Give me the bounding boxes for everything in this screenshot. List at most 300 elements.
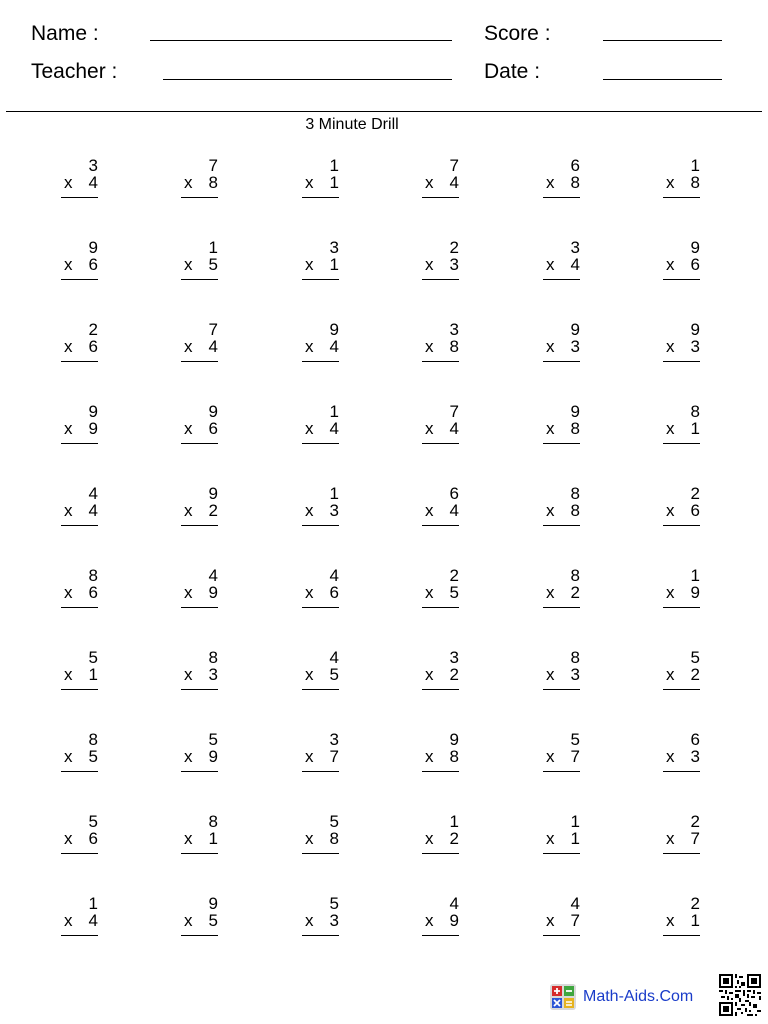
multiply-sign: x (425, 419, 434, 438)
multiply-sign: x (64, 829, 73, 848)
problem (543, 567, 583, 613)
answer-line[interactable] (302, 525, 339, 526)
problem (181, 649, 221, 695)
problem (663, 403, 703, 449)
problem-top-number: 1 (208, 238, 218, 257)
answer-line[interactable] (422, 197, 459, 198)
problem (61, 567, 101, 613)
multiply-sign: x (184, 829, 193, 848)
math-operators-icon (550, 984, 576, 1010)
problem (181, 567, 221, 613)
answer-line[interactable] (61, 771, 98, 772)
problem-top-number: 4 (329, 648, 339, 667)
problem-top-number: 6 (449, 484, 459, 503)
multiply-sign: x (305, 173, 314, 192)
problem-bottom-number: 4 (329, 419, 339, 438)
problem (302, 895, 342, 941)
answer-line[interactable] (543, 607, 580, 608)
problem-bottom-number: 5 (329, 665, 339, 684)
problem-bottom-number: 5 (88, 747, 98, 766)
problem (422, 813, 462, 859)
problem-bottom-number: 4 (449, 501, 459, 520)
problem (181, 731, 221, 777)
multiply-sign: x (425, 747, 434, 766)
multiply-sign: x (425, 337, 434, 356)
multiply-sign: x (666, 419, 675, 438)
multiply-sign: x (64, 419, 73, 438)
answer-line[interactable] (422, 443, 459, 444)
problem (663, 157, 703, 203)
problem (663, 813, 703, 859)
problem (181, 895, 221, 941)
answer-line[interactable] (663, 935, 700, 936)
multiply-sign: x (546, 747, 555, 766)
problem-top-number: 4 (88, 484, 98, 503)
problem (543, 649, 583, 695)
problem (302, 567, 342, 613)
problem-top-number: 1 (329, 484, 339, 503)
problem (422, 731, 462, 777)
multiply-sign: x (305, 583, 314, 602)
problem-top-number: 7 (449, 156, 459, 175)
problem (61, 321, 101, 367)
multiply-sign: x (425, 911, 434, 930)
answer-line[interactable] (302, 853, 339, 854)
problem (422, 157, 462, 203)
problem-top-number: 5 (329, 894, 339, 913)
problem (543, 403, 583, 449)
problem (181, 239, 221, 285)
answer-line[interactable] (61, 689, 98, 690)
problem (61, 157, 101, 203)
answer-line[interactable] (181, 197, 218, 198)
answer-line[interactable] (61, 197, 98, 198)
answer-line[interactable] (422, 771, 459, 772)
problem (663, 731, 703, 777)
multiply-sign: x (546, 337, 555, 356)
problem-bottom-number: 5 (208, 255, 218, 274)
answer-line[interactable] (181, 689, 218, 690)
problem-bottom-number: 3 (329, 911, 339, 930)
problem-bottom-number: 6 (329, 583, 339, 602)
answer-line[interactable] (422, 279, 459, 280)
problem-top-number: 2 (690, 894, 700, 913)
problem (543, 321, 583, 367)
problem-top-number: 2 (88, 320, 98, 339)
multiply-sign: x (305, 911, 314, 930)
problem-top-number: 4 (449, 894, 459, 913)
multiply-sign: x (184, 501, 193, 520)
answer-line[interactable] (663, 607, 700, 608)
problem-bottom-number: 3 (449, 255, 459, 274)
problem-top-number: 1 (329, 156, 339, 175)
problem-bottom-number: 5 (449, 583, 459, 602)
problem-top-number: 8 (208, 812, 218, 831)
problem-top-number: 4 (570, 894, 580, 913)
answer-line[interactable] (663, 689, 700, 690)
answer-line[interactable] (422, 525, 459, 526)
problem (302, 731, 342, 777)
problem (543, 157, 583, 203)
problem-top-number: 9 (690, 320, 700, 339)
problem-bottom-number: 1 (208, 829, 218, 848)
answer-line[interactable] (302, 443, 339, 444)
problem-top-number: 9 (208, 894, 218, 913)
problem (663, 239, 703, 285)
answer-line[interactable] (181, 443, 218, 444)
multiply-sign: x (666, 829, 675, 848)
problem-top-number: 9 (449, 730, 459, 749)
multiply-sign: x (184, 255, 193, 274)
problem-top-number: 3 (570, 238, 580, 257)
problem-bottom-number: 2 (449, 829, 459, 848)
answer-line[interactable] (543, 197, 580, 198)
answer-line[interactable] (663, 197, 700, 198)
answer-line[interactable] (61, 443, 98, 444)
problem-bottom-number: 9 (449, 911, 459, 930)
problem-bottom-number: 7 (329, 747, 339, 766)
answer-line[interactable] (181, 361, 218, 362)
problem-bottom-number: 9 (208, 747, 218, 766)
multiply-sign: x (666, 583, 675, 602)
answer-line[interactable] (181, 525, 218, 526)
problem (543, 813, 583, 859)
problem-top-number: 8 (690, 402, 700, 421)
multiply-sign: x (64, 665, 73, 684)
problem (61, 813, 101, 859)
answer-line[interactable] (181, 935, 218, 936)
problem-bottom-number: 7 (570, 911, 580, 930)
answer-line[interactable] (422, 935, 459, 936)
problem-top-number: 5 (570, 730, 580, 749)
problem-bottom-number: 6 (88, 583, 98, 602)
problem-bottom-number: 9 (208, 583, 218, 602)
problem (61, 731, 101, 777)
answer-line[interactable] (663, 443, 700, 444)
answer-line[interactable] (543, 361, 580, 362)
problem-top-number: 1 (88, 894, 98, 913)
problem (422, 321, 462, 367)
problem-top-number: 5 (329, 812, 339, 831)
multiply-sign: x (305, 501, 314, 520)
answer-line[interactable] (543, 525, 580, 526)
multiply-sign: x (425, 255, 434, 274)
problem-bottom-number: 3 (570, 337, 580, 356)
problem (422, 895, 462, 941)
problem-bottom-number: 1 (88, 665, 98, 684)
problem-bottom-number: 8 (449, 337, 459, 356)
problem (181, 403, 221, 449)
answer-line[interactable] (61, 525, 98, 526)
multiply-sign: x (184, 337, 193, 356)
problem-bottom-number: 7 (570, 747, 580, 766)
problem (302, 813, 342, 859)
problem (663, 485, 703, 531)
problem (302, 321, 342, 367)
multiply-sign: x (666, 665, 675, 684)
multiply-sign: x (666, 747, 675, 766)
multiply-sign: x (64, 911, 73, 930)
problem-bottom-number: 4 (449, 419, 459, 438)
problem-top-number: 8 (208, 648, 218, 667)
problem (422, 649, 462, 695)
multiply-sign: x (425, 583, 434, 602)
problem-top-number: 2 (690, 812, 700, 831)
drill-title: 3 Minute Drill (305, 116, 399, 133)
answer-line[interactable] (543, 443, 580, 444)
problem (543, 895, 583, 941)
problem-top-number: 3 (329, 730, 339, 749)
problem-top-number: 5 (690, 648, 700, 667)
multiply-sign: x (305, 337, 314, 356)
problem-top-number: 2 (449, 238, 459, 257)
multiply-sign: x (546, 583, 555, 602)
problem-top-number: 1 (690, 156, 700, 175)
problem-bottom-number: 6 (88, 337, 98, 356)
problem-top-number: 9 (208, 402, 218, 421)
answer-line[interactable] (543, 771, 580, 772)
answer-line[interactable] (181, 853, 218, 854)
problem-top-number: 9 (88, 402, 98, 421)
answer-line[interactable] (663, 279, 700, 280)
multiply-sign: x (64, 173, 73, 192)
multiply-sign: x (64, 583, 73, 602)
problem-bottom-number: 8 (690, 173, 700, 192)
multiply-sign: x (666, 255, 675, 274)
multiply-sign: x (184, 419, 193, 438)
problem (61, 403, 101, 449)
problem (422, 567, 462, 613)
problem-top-number: 5 (88, 648, 98, 667)
problem-bottom-number: 8 (208, 173, 218, 192)
multiply-sign: x (305, 255, 314, 274)
problem-bottom-number: 6 (690, 501, 700, 520)
multiply-sign: x (425, 501, 434, 520)
answer-line[interactable] (61, 607, 98, 608)
answer-line[interactable] (61, 361, 98, 362)
problem (181, 321, 221, 367)
answer-line[interactable] (663, 771, 700, 772)
problem-bottom-number: 8 (329, 829, 339, 848)
problem-bottom-number: 2 (570, 583, 580, 602)
answer-line[interactable] (181, 279, 218, 280)
problem-bottom-number: 5 (208, 911, 218, 930)
multiply-sign: x (64, 337, 73, 356)
problem-top-number: 1 (690, 566, 700, 585)
multiply-sign: x (666, 173, 675, 192)
problem-bottom-number: 3 (570, 665, 580, 684)
answer-line[interactable] (61, 935, 98, 936)
problem-bottom-number: 1 (690, 419, 700, 438)
problem (302, 403, 342, 449)
problem (543, 239, 583, 285)
problem-top-number: 8 (88, 730, 98, 749)
name-label: Name : (31, 22, 99, 45)
problem (181, 485, 221, 531)
answer-line[interactable] (543, 279, 580, 280)
problem-top-number: 1 (449, 812, 459, 831)
multiply-sign: x (425, 173, 434, 192)
problem-bottom-number: 6 (690, 255, 700, 274)
problem-top-number: 8 (570, 648, 580, 667)
problem-top-number: 3 (88, 156, 98, 175)
problem-top-number: 9 (570, 320, 580, 339)
multiply-sign: x (425, 665, 434, 684)
multiply-sign: x (666, 337, 675, 356)
problem-top-number: 1 (570, 812, 580, 831)
problem-top-number: 7 (208, 156, 218, 175)
multiply-sign: x (546, 911, 555, 930)
problem-top-number: 9 (88, 238, 98, 257)
problem-top-number: 7 (208, 320, 218, 339)
problem-bottom-number: 9 (690, 583, 700, 602)
answer-line[interactable] (422, 607, 459, 608)
answer-line[interactable] (181, 771, 218, 772)
problem-bottom-number: 4 (88, 911, 98, 930)
qr-code-icon (719, 974, 761, 1016)
problem-bottom-number: 8 (570, 419, 580, 438)
problem-bottom-number: 3 (690, 337, 700, 356)
problem-top-number: 5 (88, 812, 98, 831)
answer-line[interactable] (663, 361, 700, 362)
answer-line[interactable] (302, 689, 339, 690)
answer-line[interactable] (663, 853, 700, 854)
problem-bottom-number: 8 (449, 747, 459, 766)
problem-top-number: 3 (449, 320, 459, 339)
problem-top-number: 5 (208, 730, 218, 749)
multiply-sign: x (546, 829, 555, 848)
problem-top-number: 2 (690, 484, 700, 503)
problem-top-number: 4 (208, 566, 218, 585)
problem-top-number: 9 (690, 238, 700, 257)
date-label: Date : (484, 60, 541, 83)
score-label: Score : (484, 22, 551, 45)
problem-top-number: 8 (570, 566, 580, 585)
multiply-sign: x (64, 255, 73, 274)
problem-bottom-number: 7 (690, 829, 700, 848)
problem-bottom-number: 9 (88, 419, 98, 438)
answer-line[interactable] (302, 197, 339, 198)
answer-line[interactable] (422, 361, 459, 362)
problem-bottom-number: 8 (570, 173, 580, 192)
multiply-sign: x (546, 173, 555, 192)
problem (61, 239, 101, 285)
problem-top-number: 3 (329, 238, 339, 257)
problem-bottom-number: 4 (88, 173, 98, 192)
problem (663, 895, 703, 941)
multiply-sign: x (184, 747, 193, 766)
problem-bottom-number: 3 (329, 501, 339, 520)
multiply-sign: x (425, 829, 434, 848)
problem-top-number: 4 (329, 566, 339, 585)
answer-line[interactable] (663, 525, 700, 526)
problem-top-number: 8 (88, 566, 98, 585)
problem (422, 485, 462, 531)
multiply-sign: x (184, 583, 193, 602)
problem-bottom-number: 2 (690, 665, 700, 684)
problem-bottom-number: 4 (329, 337, 339, 356)
math-aids-link[interactable]: Math-Aids.Com (583, 988, 694, 1005)
answer-line[interactable] (302, 279, 339, 280)
answer-line[interactable] (302, 361, 339, 362)
answer-line[interactable] (61, 279, 98, 280)
problem-top-number: 8 (570, 484, 580, 503)
problem (181, 157, 221, 203)
answer-line[interactable] (543, 935, 580, 936)
answer-line[interactable] (302, 607, 339, 608)
problem-top-number: 9 (570, 402, 580, 421)
answer-line[interactable] (422, 853, 459, 854)
problem-bottom-number: 1 (690, 911, 700, 930)
answer-line[interactable] (422, 689, 459, 690)
problem (302, 239, 342, 285)
problem-bottom-number: 6 (88, 255, 98, 274)
problem-top-number: 9 (208, 484, 218, 503)
teacher-label: Teacher : (31, 60, 118, 83)
problem-bottom-number: 1 (570, 829, 580, 848)
problem (302, 649, 342, 695)
multiply-sign: x (64, 747, 73, 766)
problem (61, 895, 101, 941)
multiply-sign: x (546, 419, 555, 438)
multiply-sign: x (666, 501, 675, 520)
problem (422, 239, 462, 285)
problem-bottom-number: 4 (449, 173, 459, 192)
problem-bottom-number: 2 (449, 665, 459, 684)
problem (61, 485, 101, 531)
problem (663, 321, 703, 367)
problem-bottom-number: 1 (329, 255, 339, 274)
problem-bottom-number: 1 (329, 173, 339, 192)
multiply-sign: x (546, 501, 555, 520)
problem-bottom-number: 3 (690, 747, 700, 766)
problem-top-number: 9 (329, 320, 339, 339)
problem-top-number: 1 (329, 402, 339, 421)
problem-top-number: 6 (690, 730, 700, 749)
problem (663, 649, 703, 695)
problem (422, 403, 462, 449)
multiply-sign: x (546, 665, 555, 684)
multiply-sign: x (184, 911, 193, 930)
multiply-sign: x (184, 665, 193, 684)
multiply-sign: x (305, 419, 314, 438)
answer-line[interactable] (302, 771, 339, 772)
multiply-sign: x (184, 173, 193, 192)
multiply-sign: x (666, 911, 675, 930)
answer-line[interactable] (181, 607, 218, 608)
multiply-sign: x (546, 255, 555, 274)
problem-bottom-number: 6 (208, 419, 218, 438)
problem (543, 485, 583, 531)
problem-bottom-number: 4 (208, 337, 218, 356)
multiply-sign: x (305, 665, 314, 684)
problem-bottom-number: 4 (570, 255, 580, 274)
problem (663, 567, 703, 613)
answer-line[interactable] (543, 689, 580, 690)
multiply-sign: x (305, 829, 314, 848)
problem (543, 731, 583, 777)
problem-top-number: 6 (570, 156, 580, 175)
answer-line[interactable] (302, 935, 339, 936)
problem-bottom-number: 6 (88, 829, 98, 848)
problem (302, 485, 342, 531)
problem (302, 157, 342, 203)
answer-line[interactable] (61, 853, 98, 854)
problem-top-number: 3 (449, 648, 459, 667)
answer-line[interactable] (543, 853, 580, 854)
multiply-sign: x (64, 501, 73, 520)
problem-top-number: 7 (449, 402, 459, 421)
